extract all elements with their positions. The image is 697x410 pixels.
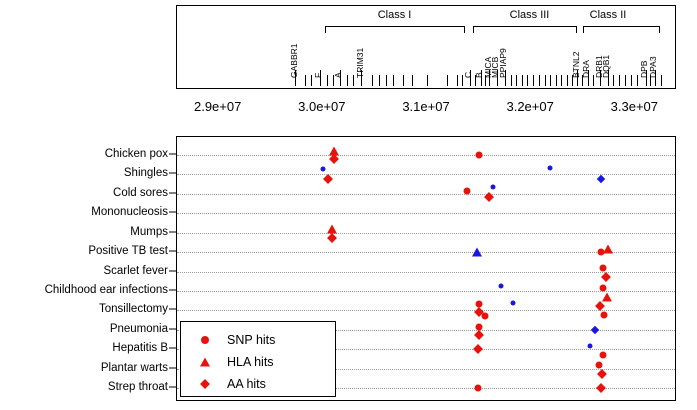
gene-name: F (313, 72, 323, 78)
aa-hit-marker (474, 330, 484, 340)
snp-hit-marker (499, 283, 504, 288)
category-tick (169, 270, 176, 271)
aa-hit-marker (591, 326, 599, 334)
category-label: Tonsillectomy (98, 303, 168, 316)
gene-name: A (333, 72, 343, 78)
snp-hit-marker (600, 264, 607, 271)
category-tick (169, 192, 176, 193)
hla-hit-marker (327, 224, 337, 233)
gene-name: DPA3 (648, 56, 658, 78)
gene-tick (447, 75, 448, 86)
x-axis (176, 89, 676, 119)
gene-name: B (474, 72, 484, 78)
aa-hit-marker (323, 174, 333, 184)
snp-hit-marker (464, 187, 471, 194)
row-gridline (177, 155, 675, 156)
gene-tick (619, 75, 620, 86)
gene-tick (567, 75, 568, 86)
gene-name: DQB1 (601, 54, 611, 78)
gene-tick (631, 75, 632, 86)
snp-hit-marker (600, 352, 607, 359)
snp-hit-marker (475, 385, 482, 392)
legend-circle-icon (201, 336, 209, 344)
category-tick (169, 289, 176, 290)
gene-name: GABBR1 (288, 43, 299, 78)
gene-tick (550, 75, 551, 86)
snp-hit-marker (321, 167, 326, 172)
gene-tick (561, 75, 562, 86)
category-tick (169, 251, 176, 252)
hla-hit-marker (472, 248, 482, 257)
aa-hit-marker (596, 383, 606, 393)
aa-hit-marker (597, 175, 605, 183)
category-label: Chicken pox (104, 148, 168, 160)
category-label: Shingles (123, 167, 168, 180)
category-label: Cold sores (113, 186, 168, 199)
category-tick (169, 367, 176, 368)
x-axis-tick-label: 3.3e+07 (610, 99, 659, 114)
gene-tick (393, 75, 394, 86)
class-bracket (473, 26, 577, 33)
gene-tick (353, 75, 354, 86)
gene-tick (327, 75, 328, 86)
snp-hit-marker (491, 184, 496, 189)
category-tick (169, 328, 176, 329)
snp-hit-marker (511, 301, 516, 306)
x-axis-tick-label: 3.0e+07 (298, 99, 346, 114)
category-label: Mumps (130, 225, 168, 238)
snp-hit-marker (596, 361, 603, 368)
class-label: Class III (509, 9, 550, 21)
legend-diamond-icon (200, 379, 210, 389)
row-gridline (177, 272, 675, 273)
gene-name: BTNL2 (570, 51, 581, 78)
gene-tick (386, 75, 387, 86)
gene-tick (516, 75, 517, 86)
gene-tick (625, 75, 626, 86)
hla-hit-marker (602, 292, 612, 301)
snp-hit-marker (476, 152, 483, 159)
category-tick (169, 387, 176, 388)
gene-tick (511, 75, 512, 86)
category-tick (169, 173, 176, 174)
x-axis-tick-label: 3.1e+07 (402, 99, 450, 114)
scatter-plot-panel (176, 136, 676, 401)
row-gridline (177, 291, 675, 292)
category-label: Scarlet fever (103, 264, 168, 277)
row-gridline (177, 213, 675, 214)
gene-tick (412, 75, 413, 86)
snp-hit-marker (548, 166, 553, 171)
category-label: Positive TB test (88, 245, 168, 258)
gene-tick (427, 75, 428, 86)
gene-name: DRA (581, 60, 591, 78)
category-tick (169, 309, 176, 310)
class-label: Class II (589, 9, 627, 21)
gene-tick (527, 75, 528, 86)
gene-tick (403, 75, 404, 86)
aa-hit-marker (473, 344, 483, 354)
gene-tick (379, 75, 380, 86)
gene-name: TRIM31 (354, 47, 365, 78)
gene-name: DRB1 (593, 55, 604, 78)
aa-hit-marker (327, 233, 337, 243)
legend-label: AA hits (227, 377, 266, 391)
gene-tick (661, 75, 662, 86)
category-label: Strep throat (107, 381, 168, 393)
snp-hit-marker (600, 284, 607, 291)
gene-tick (613, 75, 614, 86)
gene-tick (545, 75, 546, 86)
class-label: Class I (377, 9, 412, 21)
gene-tick (637, 75, 638, 86)
legend-triangle-icon (200, 358, 210, 367)
gene-tick (311, 75, 312, 86)
gene-tick (347, 75, 348, 86)
row-gridline (177, 233, 675, 234)
legend-item (181, 328, 335, 352)
aa-hit-marker (597, 369, 607, 379)
hla-hit-marker (603, 245, 613, 254)
gene-tick (556, 75, 557, 86)
category-tick (169, 348, 176, 349)
gene-annotation-panel (176, 5, 676, 89)
gene-tick (522, 75, 523, 86)
legend-label: HLA hits (227, 355, 274, 369)
category-tick (169, 231, 176, 232)
row-gridline (177, 194, 675, 195)
gene-name: MICB (490, 56, 500, 78)
gene-name: PPIAP9 (498, 48, 508, 78)
gene-tick (457, 75, 458, 86)
category-tick (169, 212, 176, 213)
snp-hit-marker (588, 344, 593, 349)
aa-hit-marker (601, 272, 611, 282)
category-label: Childhood ear infections (44, 283, 168, 296)
category-label: Mononucleosis (91, 206, 168, 219)
gene-tick (305, 75, 306, 86)
class-bracket (583, 26, 660, 33)
legend (180, 321, 336, 397)
x-axis-tick-label: 2.9e+07 (193, 99, 242, 114)
legend-item (181, 350, 335, 374)
legend-item (181, 372, 335, 396)
gene-name: C (463, 71, 473, 78)
gene-tick (533, 75, 534, 86)
class-bracket (325, 26, 465, 33)
legend-label: SNP hits (227, 333, 276, 347)
gene-name: MICA (482, 56, 493, 78)
gene-tick (372, 75, 373, 86)
category-label: Plantar warts (100, 361, 168, 374)
x-axis-tick-label: 3.2e+07 (506, 99, 554, 114)
snp-hit-marker (601, 312, 608, 319)
category-label: Hepatitis B (112, 342, 168, 355)
gene-tick (539, 75, 540, 86)
snp-hit-marker (482, 313, 489, 320)
category-label: Pneumonia (109, 322, 168, 335)
category-tick (169, 154, 176, 155)
gene-name: DPB (639, 60, 649, 78)
